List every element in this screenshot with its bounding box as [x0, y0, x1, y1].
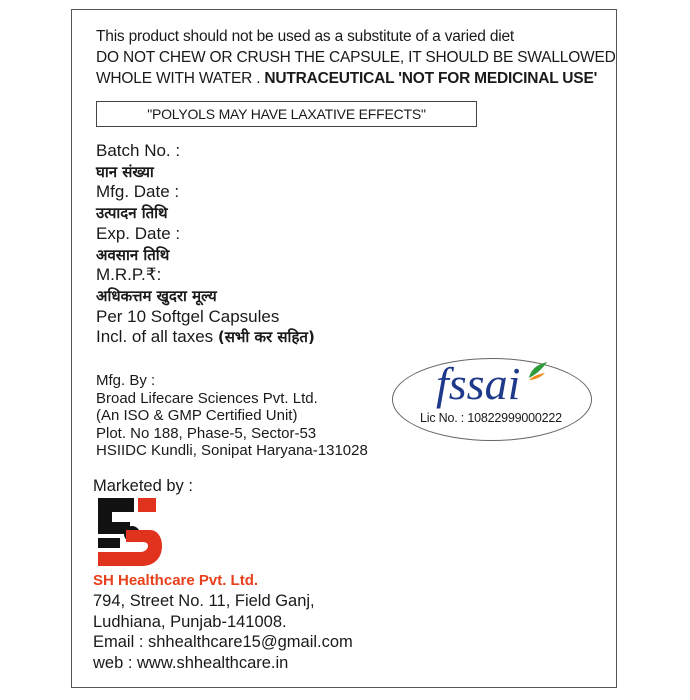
batch-label-en: Batch No. :	[96, 141, 181, 160]
batch-label-hi: घान संख्या	[96, 162, 154, 181]
diet-warning: This product should not be used as a substitute of a varied diet	[96, 28, 515, 45]
product-fields	[96, 141, 315, 348]
marketer-email: Email : shhealthcare15@gmail.com	[93, 633, 353, 651]
taxes-hi: (सभी कर सहित)	[217, 328, 315, 347]
taxes-line	[96, 327, 315, 348]
mfg-date-label-en: Mfg. Date :	[96, 182, 180, 202]
mfg-by-label: Mfg. By :	[96, 372, 156, 389]
mrp-label-hi: अधिकत्तम खुदरा मूल्य	[96, 286, 217, 305]
whole-water-text: WHOLE WITH WATER .	[96, 70, 265, 87]
marketer-web: web : www.shhealthcare.in	[93, 653, 289, 672]
swallow-warning-cont	[96, 70, 597, 88]
manufacturer-addr2: HSIIDC Kundli, Sonipat Haryana-131028	[96, 442, 368, 460]
manufacturer-addr1: Plot. No 188, Phase-5, Sector-53	[96, 424, 317, 442]
marketer-company-name: SH Healthcare Pvt. Ltd.	[93, 572, 259, 589]
sh-healthcare-logo-icon	[94, 496, 164, 568]
laxative-notice-box	[96, 101, 477, 127]
manufacturer-name: Broad Lifecare Sciences Pvt. Ltd.	[96, 389, 318, 407]
marketer-addr1: 794, Street No. 11, Field Ganj,	[93, 592, 315, 610]
taxes-en: Incl. of all taxes	[96, 327, 218, 347]
manufacturer-cert: (An ISO & GMP Certified Unit)	[96, 407, 298, 425]
marketer-address-block	[93, 591, 353, 673]
marketed-by-label: Marketed by :	[93, 477, 193, 495]
fssai-license-number: Lic No. : 10822999000222	[420, 411, 562, 425]
marketer-addr2: Ludhiana, Punjab-141008.	[93, 612, 287, 631]
mfg-date-label-hi: उत्पादन तिथि	[96, 204, 168, 223]
pack-size: Per 10 Softgel Capsules	[96, 306, 280, 326]
nutraceutical-notice: NUTRACEUTICAL 'NOT FOR MEDICINAL USE'	[264, 70, 598, 87]
swallow-warning: DO NOT CHEW OR CRUSH THE CAPSULE, IT SHOULD BE SWALLOWED	[96, 49, 616, 66]
manufacturer-block	[96, 372, 368, 460]
laxative-notice-text: "POLYOLS MAY HAVE LAXATIVE EFFECTS"	[147, 106, 426, 122]
fssai-leaf-icon	[525, 360, 549, 384]
exp-date-label-hi: अवसान तिथि	[96, 245, 170, 264]
mrp-label-en: M.R.P.₹:	[96, 265, 162, 285]
fssai-logo-text: fssai	[436, 358, 521, 409]
exp-date-label-en: Exp. Date :	[96, 223, 181, 243]
